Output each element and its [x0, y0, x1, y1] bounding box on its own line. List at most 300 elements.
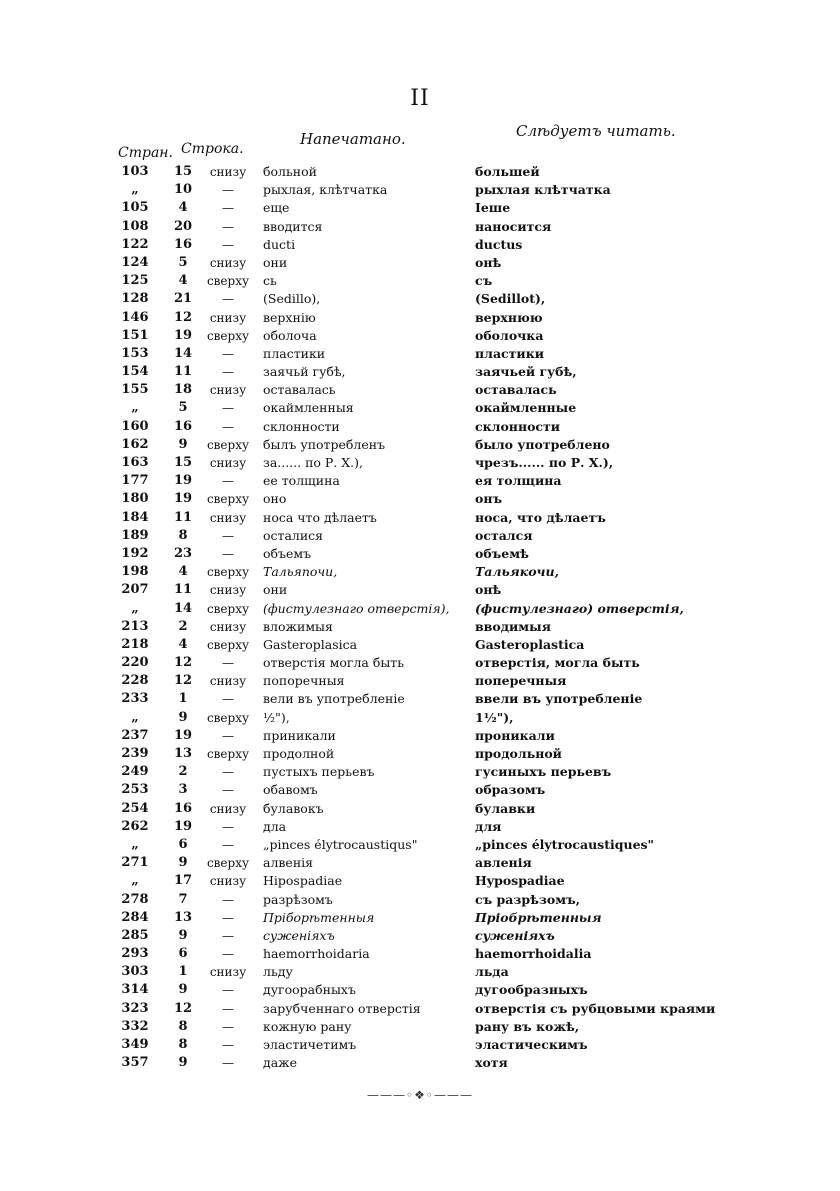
row-correct-text: (фистулезнаго) отверстія, — [475, 600, 684, 616]
errata-row — [0, 527, 840, 545]
row-position: — — [222, 1056, 234, 1071]
errata-row — [0, 654, 840, 672]
row-correct-text: заячьей губѣ, — [475, 364, 577, 380]
row-page-number: 192 — [121, 545, 149, 561]
row-printed-text: Gasteroplasica — [263, 636, 358, 652]
row-line-number: 19 — [173, 491, 193, 507]
row-line-number: 18 — [173, 382, 193, 398]
errata-row — [0, 636, 840, 654]
row-printed-text: за...... по Р. Х.), — [263, 455, 363, 470]
row-page-number: 160 — [121, 418, 149, 434]
row-position: — — [222, 1038, 234, 1052]
errata-table — [0, 163, 840, 1072]
errata-row — [0, 490, 840, 508]
row-printed-text: ее толщина — [263, 473, 340, 489]
row-correct-text: проникали — [475, 727, 555, 743]
row-line-number: 16 — [173, 236, 193, 252]
row-position: — — [222, 1019, 234, 1034]
row-page-number: 155 — [121, 382, 149, 398]
row-printed-text: вводится — [263, 218, 323, 234]
row-printed-text: льду — [263, 964, 293, 980]
row-page-number: 124 — [121, 254, 149, 270]
row-position: снизу — [209, 583, 247, 598]
errata-row — [0, 1036, 840, 1054]
row-correct-text: гусиныхъ перьевъ — [475, 764, 612, 780]
row-correct-text: булавки — [475, 800, 536, 816]
row-printed-text: пустыхъ перьевъ — [263, 764, 375, 780]
errata-row — [0, 436, 840, 454]
row-line-number: 17 — [173, 873, 193, 889]
row-position: — — [222, 656, 234, 671]
row-correct-text: наносится — [475, 218, 552, 234]
row-printed-text: дла — [263, 818, 287, 834]
row-position: — — [222, 765, 234, 780]
row-page-number: 207 — [121, 582, 149, 598]
row-line-number: 2 — [178, 618, 188, 634]
row-page-number: „ — [131, 182, 139, 198]
row-correct-text: эластическимъ — [475, 1037, 588, 1052]
row-line-number: 12 — [173, 309, 193, 325]
row-printed-text: пластики — [263, 345, 326, 361]
row-printed-text: эластичетимъ — [263, 1037, 357, 1052]
row-position: сверху — [206, 856, 250, 871]
errata-row — [0, 854, 840, 872]
row-position: — — [222, 546, 234, 561]
row-page-number: 278 — [121, 891, 149, 907]
row-position: сверху — [206, 437, 250, 452]
errata-row — [0, 327, 840, 345]
row-page-number: 105 — [121, 200, 149, 216]
row-page-number: 239 — [121, 746, 149, 761]
row-line-number: 4 — [178, 564, 188, 580]
row-line-number: 19 — [173, 327, 193, 343]
row-line-number: 8 — [178, 527, 188, 543]
row-correct-text: большей — [475, 164, 540, 179]
row-position: снизу — [209, 619, 247, 634]
row-line-number: 21 — [173, 291, 193, 307]
row-line-number: 2 — [178, 764, 188, 780]
row-line-number: 14 — [173, 600, 193, 616]
row-line-number: 16 — [173, 800, 193, 816]
row-correct-text: пластики — [475, 345, 544, 361]
row-line-number: 12 — [173, 1000, 193, 1016]
row-page-number: 228 — [121, 673, 149, 689]
errata-row — [0, 981, 840, 999]
errata-row — [0, 745, 840, 763]
row-line-number: 11 — [173, 509, 193, 525]
errata-row — [0, 399, 840, 417]
row-correct-text: отверстія, могла быть — [475, 655, 640, 671]
row-page-number: 249 — [121, 764, 149, 780]
row-printed-text: окаймленныя — [263, 400, 354, 416]
row-position: сверху — [206, 637, 250, 652]
row-printed-text: отверстія могла быть — [263, 655, 405, 671]
row-line-number: 6 — [178, 946, 188, 962]
errata-row — [0, 727, 840, 745]
row-correct-text: ввели въ употребленіе — [475, 691, 643, 707]
row-position: снизу — [209, 310, 247, 325]
errata-row — [0, 818, 840, 836]
row-position: снизу — [209, 510, 247, 525]
row-printed-text: даже — [263, 1055, 298, 1071]
row-line-number: 1 — [178, 964, 188, 980]
row-printed-text: оно — [263, 491, 287, 507]
row-correct-text: суженіяхъ — [475, 927, 555, 943]
row-position: снизу — [209, 255, 247, 270]
row-line-number: 12 — [173, 673, 193, 689]
row-page-number: 285 — [121, 927, 149, 943]
row-page-number: 271 — [121, 855, 149, 871]
row-page-number: 198 — [121, 564, 149, 580]
row-page-number: 357 — [121, 1055, 149, 1071]
row-printed-text: Пріборѣтенныя — [263, 909, 375, 925]
row-correct-text: льда — [475, 964, 509, 980]
row-line-number: 10 — [173, 182, 193, 198]
row-page-number: 154 — [121, 364, 149, 380]
row-position: снизу — [209, 801, 247, 816]
row-position: — — [222, 947, 234, 962]
row-page-number: 323 — [121, 1000, 149, 1016]
row-printed-text: носа что дѣлаетъ — [263, 509, 377, 525]
row-page-number: 184 — [121, 509, 149, 525]
errata-row — [0, 1054, 840, 1072]
row-correct-text: остался — [475, 527, 533, 543]
row-line-number: 20 — [173, 218, 193, 234]
errata-row — [0, 545, 840, 563]
row-correct-text: поперечныя — [475, 673, 567, 689]
row-printed-text: рыхлая, клѣтчатка — [263, 182, 388, 198]
errata-row — [0, 581, 840, 599]
row-line-number: 7 — [178, 891, 188, 907]
row-printed-text: зарубченнаго отверстія — [263, 1000, 421, 1016]
row-position: — — [222, 819, 234, 834]
row-page-number: 128 — [121, 291, 149, 307]
row-correct-text: вводимыя — [475, 618, 551, 634]
row-correct-text: окаймленные — [475, 400, 577, 416]
row-line-number: 9 — [178, 436, 188, 452]
row-correct-text: рыхлая клѣтчатка — [475, 182, 611, 198]
row-printed-text: они — [263, 582, 288, 598]
row-page-number: 180 — [121, 491, 149, 507]
errata-row — [0, 418, 840, 436]
row-page-number: 284 — [121, 909, 149, 925]
row-position: — — [222, 419, 234, 434]
row-correct-text: Ieше — [475, 200, 511, 216]
row-page-number: 177 — [121, 473, 149, 489]
row-correct-text: образомъ — [475, 782, 546, 798]
row-position: — — [222, 183, 234, 198]
row-correct-text: верхнюю — [475, 309, 543, 325]
row-printed-text: алвенія — [263, 855, 314, 871]
row-line-number: 5 — [178, 254, 188, 270]
row-printed-text: сь — [263, 273, 277, 289]
errata-row — [0, 472, 840, 490]
row-correct-text: чрезъ...... по Р. Х.), — [475, 455, 614, 470]
errata-row — [0, 509, 840, 527]
row-printed-text: булавокъ — [263, 800, 324, 816]
row-line-number: 8 — [178, 1018, 188, 1034]
row-position: — — [222, 237, 234, 252]
row-correct-text: было употреблено — [475, 436, 610, 452]
errata-row — [0, 272, 840, 290]
row-position: — — [222, 219, 234, 234]
errata-row — [0, 781, 840, 799]
row-position: — — [222, 692, 234, 707]
row-page-number: 213 — [121, 618, 149, 634]
row-correct-text: склонности — [475, 418, 561, 434]
row-printed-text: объемъ — [263, 545, 312, 561]
errata-row — [0, 1018, 840, 1036]
errata-row — [0, 454, 840, 472]
errata-row — [0, 563, 840, 581]
row-page-number: 153 — [121, 345, 149, 361]
errata-row — [0, 672, 840, 690]
row-correct-text: Gasteroplastica — [475, 636, 585, 652]
row-printed-text: Hipospadiae — [263, 873, 343, 889]
row-page-number: „ — [131, 709, 139, 725]
row-printed-text: суженіяхъ — [263, 927, 335, 943]
row-correct-text: онъ — [475, 491, 503, 507]
row-correct-text: авленія — [475, 855, 532, 871]
errata-row — [0, 345, 840, 363]
row-line-number: 13 — [173, 909, 193, 925]
row-page-number: 125 — [121, 273, 149, 289]
row-line-number: 23 — [173, 545, 193, 561]
errata-row — [0, 218, 840, 236]
row-position: — — [222, 346, 234, 361]
row-page-number: 189 — [121, 527, 149, 543]
row-line-number: 5 — [178, 400, 188, 416]
row-page-number: 162 — [121, 436, 149, 452]
row-position: — — [222, 1001, 234, 1016]
end-ornament: ———◦❖◦——— — [367, 1088, 473, 1102]
row-page-number: 151 — [121, 327, 149, 343]
row-line-number: 9 — [178, 982, 188, 998]
errata-row — [0, 891, 840, 909]
row-position: — — [222, 910, 234, 925]
row-line-number: 4 — [178, 273, 188, 289]
row-position: — — [222, 928, 234, 943]
row-line-number: 15 — [173, 164, 193, 179]
row-position: — — [222, 528, 234, 543]
row-position: сверху — [206, 565, 250, 580]
errata-row — [0, 254, 840, 272]
errata-row — [0, 236, 840, 254]
row-correct-text: съ разрѣзомъ, — [475, 891, 581, 907]
errata-row — [0, 690, 840, 708]
errata-row — [0, 1000, 840, 1018]
row-page-number: 108 — [121, 218, 149, 234]
row-line-number: 9 — [178, 709, 188, 725]
header-should-read: Слѣдуетъ читать. — [516, 122, 676, 140]
row-page-number: 253 — [121, 782, 149, 798]
row-position: снизу — [209, 383, 247, 398]
row-correct-text: „pinces élytrocaustiques" — [475, 836, 655, 852]
errata-row — [0, 163, 840, 181]
row-line-number: 3 — [178, 782, 188, 798]
row-printed-text: продолной — [263, 746, 335, 761]
row-page-number: 254 — [121, 800, 149, 816]
row-page-number: 332 — [121, 1018, 149, 1034]
row-printed-text: склонности — [263, 418, 340, 434]
row-position: сверху — [206, 601, 250, 616]
row-page-number: 218 — [121, 636, 149, 652]
row-correct-text: съ — [475, 273, 493, 289]
row-page-number: 293 — [121, 946, 149, 962]
errata-row — [0, 836, 840, 854]
row-correct-text: ея толщина — [475, 473, 562, 489]
row-printed-text: (фистулезнаго отверстія), — [263, 600, 450, 616]
row-position: — — [222, 892, 234, 907]
row-printed-text: вложимыя — [263, 618, 333, 634]
row-position: — — [222, 983, 234, 998]
row-printed-text: обавомъ — [263, 782, 318, 798]
row-page-number: 349 — [121, 1037, 149, 1052]
row-printed-text: ½"), — [263, 709, 290, 725]
errata-row — [0, 872, 840, 890]
row-page-number: „ — [131, 600, 139, 616]
row-page-number: „ — [131, 836, 139, 852]
row-line-number: 14 — [173, 345, 193, 361]
row-position: — — [222, 474, 234, 489]
row-printed-text: Тальяпочи, — [263, 564, 338, 580]
row-correct-text: Тальякочи, — [475, 564, 559, 580]
row-line-number: 6 — [178, 836, 188, 852]
row-printed-text: вели въ употребленіе — [263, 691, 405, 707]
row-correct-text: (Sedillot), — [475, 291, 546, 307]
row-position: сверху — [206, 710, 250, 725]
errata-row — [0, 309, 840, 327]
row-printed-text: осталися — [263, 527, 324, 543]
row-line-number: 19 — [173, 818, 193, 834]
row-correct-text: рану въ кожѣ, — [475, 1018, 580, 1034]
row-correct-text: онѣ — [475, 254, 502, 270]
errata-row — [0, 181, 840, 199]
row-line-number: 16 — [173, 418, 193, 434]
row-line-number: 1 — [178, 691, 188, 707]
errata-row — [0, 800, 840, 818]
row-printed-text: оболоча — [263, 327, 317, 343]
errata-row — [0, 600, 840, 618]
row-line-number: 19 — [173, 727, 193, 743]
row-printed-text: „pinces élytrocaustiqus" — [263, 836, 418, 852]
row-position: — — [222, 365, 234, 380]
header-printed: Напечатано. — [300, 130, 406, 148]
row-printed-text: haemorrhoidaria — [263, 946, 370, 962]
row-page-number: 237 — [121, 727, 149, 743]
row-printed-text: они — [263, 254, 288, 270]
errata-row — [0, 618, 840, 636]
errata-row — [0, 945, 840, 963]
row-line-number: 4 — [178, 636, 188, 652]
row-correct-text: онѣ — [475, 582, 502, 598]
row-position: снизу — [209, 456, 247, 470]
row-printed-text: еще — [263, 200, 290, 216]
row-page-number: 220 — [121, 655, 149, 671]
row-position: снизу — [209, 965, 247, 980]
row-printed-text: заячьй губѣ, — [263, 364, 346, 380]
row-page-number: „ — [131, 400, 139, 416]
row-printed-text: кожную рану — [263, 1018, 352, 1034]
row-correct-text: Пріобрѣтенныя — [475, 909, 602, 925]
row-correct-text: носа, что дѣлаетъ — [475, 509, 606, 525]
row-position: сверху — [206, 492, 250, 507]
row-position: — — [222, 292, 234, 307]
row-page-number: 262 — [121, 818, 149, 834]
row-correct-text: продольной — [475, 746, 562, 761]
header-page: Стран. — [118, 145, 173, 161]
row-page-number: 163 — [121, 455, 149, 470]
row-printed-text: ducti — [263, 236, 296, 252]
row-printed-text: былъ употребленъ — [263, 436, 386, 452]
row-line-number: 8 — [178, 1037, 188, 1052]
row-line-number: 9 — [178, 927, 188, 943]
errata-row — [0, 963, 840, 981]
errata-row — [0, 709, 840, 727]
row-line-number: 4 — [178, 200, 188, 216]
row-printed-text: приникали — [263, 727, 336, 743]
row-page-number: 233 — [121, 691, 149, 707]
errata-row — [0, 927, 840, 945]
row-correct-text: ductus — [475, 236, 523, 252]
errata-row — [0, 363, 840, 381]
row-correct-text: оставалась — [475, 382, 557, 398]
row-page-number: 314 — [121, 982, 149, 998]
row-position: — — [222, 783, 234, 798]
row-position: снизу — [209, 674, 247, 689]
row-position: — — [222, 728, 234, 743]
row-correct-text: объемѣ — [475, 545, 529, 561]
row-correct-text: дугообразныхъ — [475, 982, 588, 998]
errata-row — [0, 909, 840, 927]
row-line-number: 12 — [173, 655, 193, 671]
row-line-number: 19 — [173, 473, 193, 489]
row-position: — — [222, 837, 234, 852]
row-page-number: 103 — [121, 164, 149, 179]
row-correct-text: Hypospadiae — [475, 873, 565, 889]
row-page-number: 122 — [121, 236, 149, 252]
page-number: II — [410, 86, 430, 111]
row-line-number: 9 — [178, 1055, 188, 1071]
row-line-number: 11 — [173, 582, 193, 598]
row-line-number: 9 — [178, 855, 188, 871]
row-correct-text: haemorrhoidalia — [475, 946, 592, 962]
row-position: сверху — [206, 747, 250, 761]
row-printed-text: попоречныя — [263, 673, 345, 689]
row-position: снизу — [209, 874, 247, 889]
errata-row — [0, 381, 840, 399]
row-page-number: 303 — [121, 964, 149, 980]
row-printed-text: оставалась — [263, 382, 336, 398]
row-page-number: 146 — [121, 309, 149, 325]
row-position: — — [222, 401, 234, 416]
row-position: сверху — [206, 274, 250, 289]
row-position: сверху — [206, 328, 250, 343]
header-line: Строка. — [181, 141, 244, 157]
row-correct-text: оболочка — [475, 327, 544, 343]
errata-row — [0, 290, 840, 308]
row-correct-text: 1½"), — [475, 709, 514, 725]
row-printed-text: разрѣзомъ — [263, 891, 333, 907]
row-correct-text: хотя — [475, 1055, 508, 1071]
row-line-number: 13 — [173, 746, 193, 761]
row-printed-text: дугоорабныхъ — [263, 982, 356, 998]
row-printed-text: (Sedillo), — [263, 291, 321, 307]
row-line-number: 11 — [173, 364, 193, 380]
row-printed-text: больной — [263, 164, 317, 179]
row-line-number: 15 — [173, 455, 193, 470]
row-correct-text: отверстія съ рубцовыми краями — [475, 1000, 716, 1016]
